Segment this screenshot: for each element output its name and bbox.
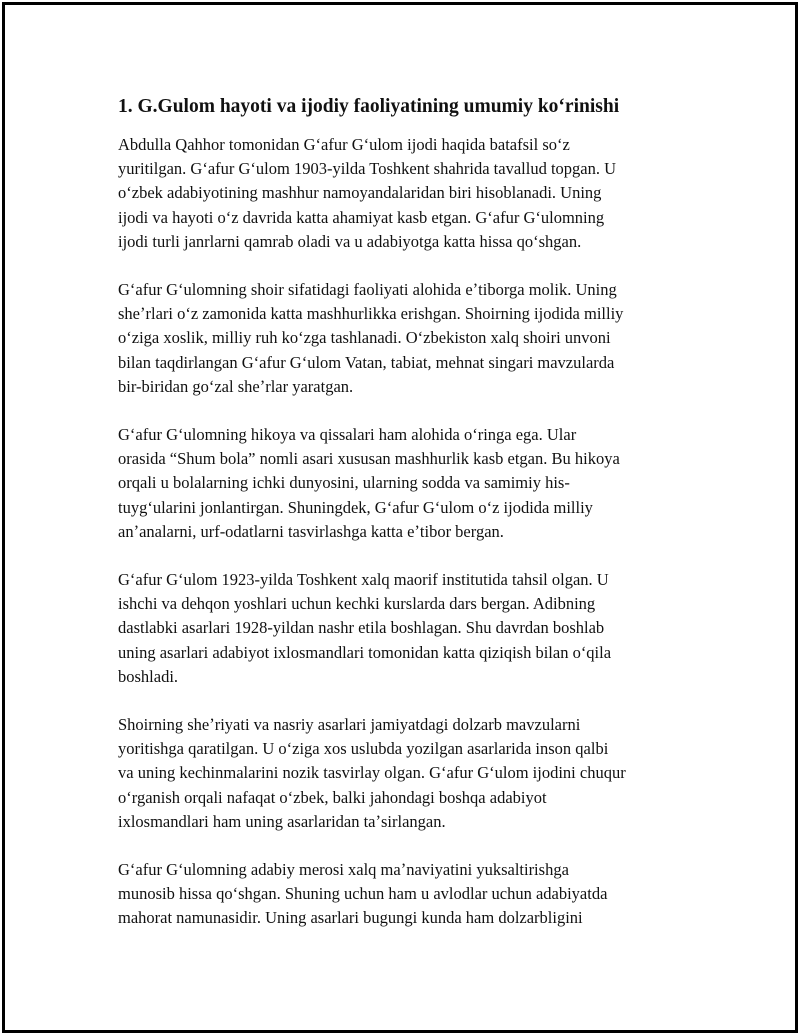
- text-line: oʻziga xoslik, milliy ruh koʻzga tashlanadi. Oʻzbekiston xalq shoiri unvoni: [118, 328, 611, 348]
- text-line: bir-biridan goʻzal sheʼrlar yaratgan.: [118, 376, 354, 396]
- text-line: va uning kechinmalarini nozik tasvirlay olgan. Gʻafur Gʻulom ijodini chuqur: [118, 763, 626, 783]
- text-line: Abdulla Qahhor tomonidan Gʻafur Gʻulom ijodi haqida batafsil soʻz: [118, 135, 570, 154]
- text-line: yuritilgan. Gʻafur Gʻulom 1903-yilda Toshkent shahrida tavallud topgan. U: [118, 159, 617, 179]
- paragraph-3: [118, 423, 688, 544]
- text-line: mahorat namunasidir. Uning asarlari bugungi kunda ham dolzarbligini: [118, 908, 583, 928]
- text-line: orqali u bolalarning ichki dunyosini, ularning sodda va samimiy his-: [118, 473, 570, 493]
- text-line: Shoirning sheʼriyati va nasriy asarlari jamiyatdagi dolzarb mavzularni: [118, 715, 581, 735]
- text-line: ijodi turli janrlarni qamrab oladi va u adabiyotga katta hissa qoʻshgan.: [118, 231, 582, 251]
- text-line: Gʻafur Gʻulom 1923-yilda Toshkent xalq maorif institutida tahsil olgan. U: [118, 570, 609, 590]
- text-line: oʻzbek adabiyotining mashhur namoyandalaridan biri hisoblanadi. Uning: [118, 183, 602, 203]
- text-line: ixlosmandlari ham uning asarlaridan taʼsirlangan.: [118, 811, 446, 831]
- paragraph-6: [118, 858, 688, 931]
- text-line: anʼanalarni, urf-odatlarni tasvirlashga katta eʼtibor bergan.: [118, 521, 504, 541]
- text-line: Gʻafur Gʻulomning shoir sifatidagi faoliyati alohida eʼtiborga molik. Uning: [118, 280, 617, 300]
- text-line: yoritishga qaratilgan. U oʻziga xos uslubda yozilgan asarlarida inson qalbi: [118, 739, 609, 759]
- text-line: munosib hissa qoʻshgan. Shuning uchun ham u avlodlar uchun adabiyatda: [118, 884, 608, 904]
- text-line: ijodi va hayoti oʻz davrida katta ahamiyat kasb etgan. Gʻafur Gʻulomning: [118, 207, 605, 227]
- text-line: tuygʻularini jonlantirgan. Shuningdek, Gʻafur Gʻulom oʻz ijodida milliy: [118, 497, 593, 517]
- text-line: bilan taqdirlangan Gʻafur Gʻulom Vatan, tabiat, mehnat singari mavzularda: [118, 352, 615, 372]
- paragraph-4: [118, 568, 688, 689]
- text-line: oʻrganish orqali nafaqat oʻzbek, balki jahondagi boshqa adabiyot: [118, 787, 547, 807]
- text-line: sheʼrlari oʻz zamonida katta mashhurlikka erishgan. Shoirning ijodida milliy: [118, 304, 624, 324]
- document-title: 1. G.Gulom hayoti va ijodiy faoliyatining umumiy koʻrinishi: [118, 96, 620, 117]
- paragraph-2: [118, 278, 688, 399]
- text-line: boshladi.: [118, 666, 179, 686]
- text-line: ishchi va dehqon yoshlari uchun kechki kurslarda dars bergan. Adibning: [118, 594, 596, 614]
- text-line: uning asarlari adabiyot ixlosmandlari tomonidan katta qiziqish bilan oʻqila: [118, 642, 612, 662]
- paragraph-5: [118, 713, 688, 834]
- paragraph-1: [118, 133, 688, 254]
- document-body: [118, 93, 688, 955]
- text-line: Gʻafur Gʻulomning hikoya va qissalari ham alohida oʻringa ega. Ular: [118, 425, 577, 445]
- text-line: Gʻafur Gʻulomning adabiy merosi xalq maʼnaviyatini yuksaltirishga: [118, 860, 569, 880]
- text-line: dastlabki asarlari 1928-yildan nashr etila boshlagan. Shu davrdan boshlab: [118, 618, 605, 638]
- text-line: orasida “Shum bola” nomli asari xususan mashhurlik kasb etgan. Bu hikoya: [118, 449, 620, 469]
